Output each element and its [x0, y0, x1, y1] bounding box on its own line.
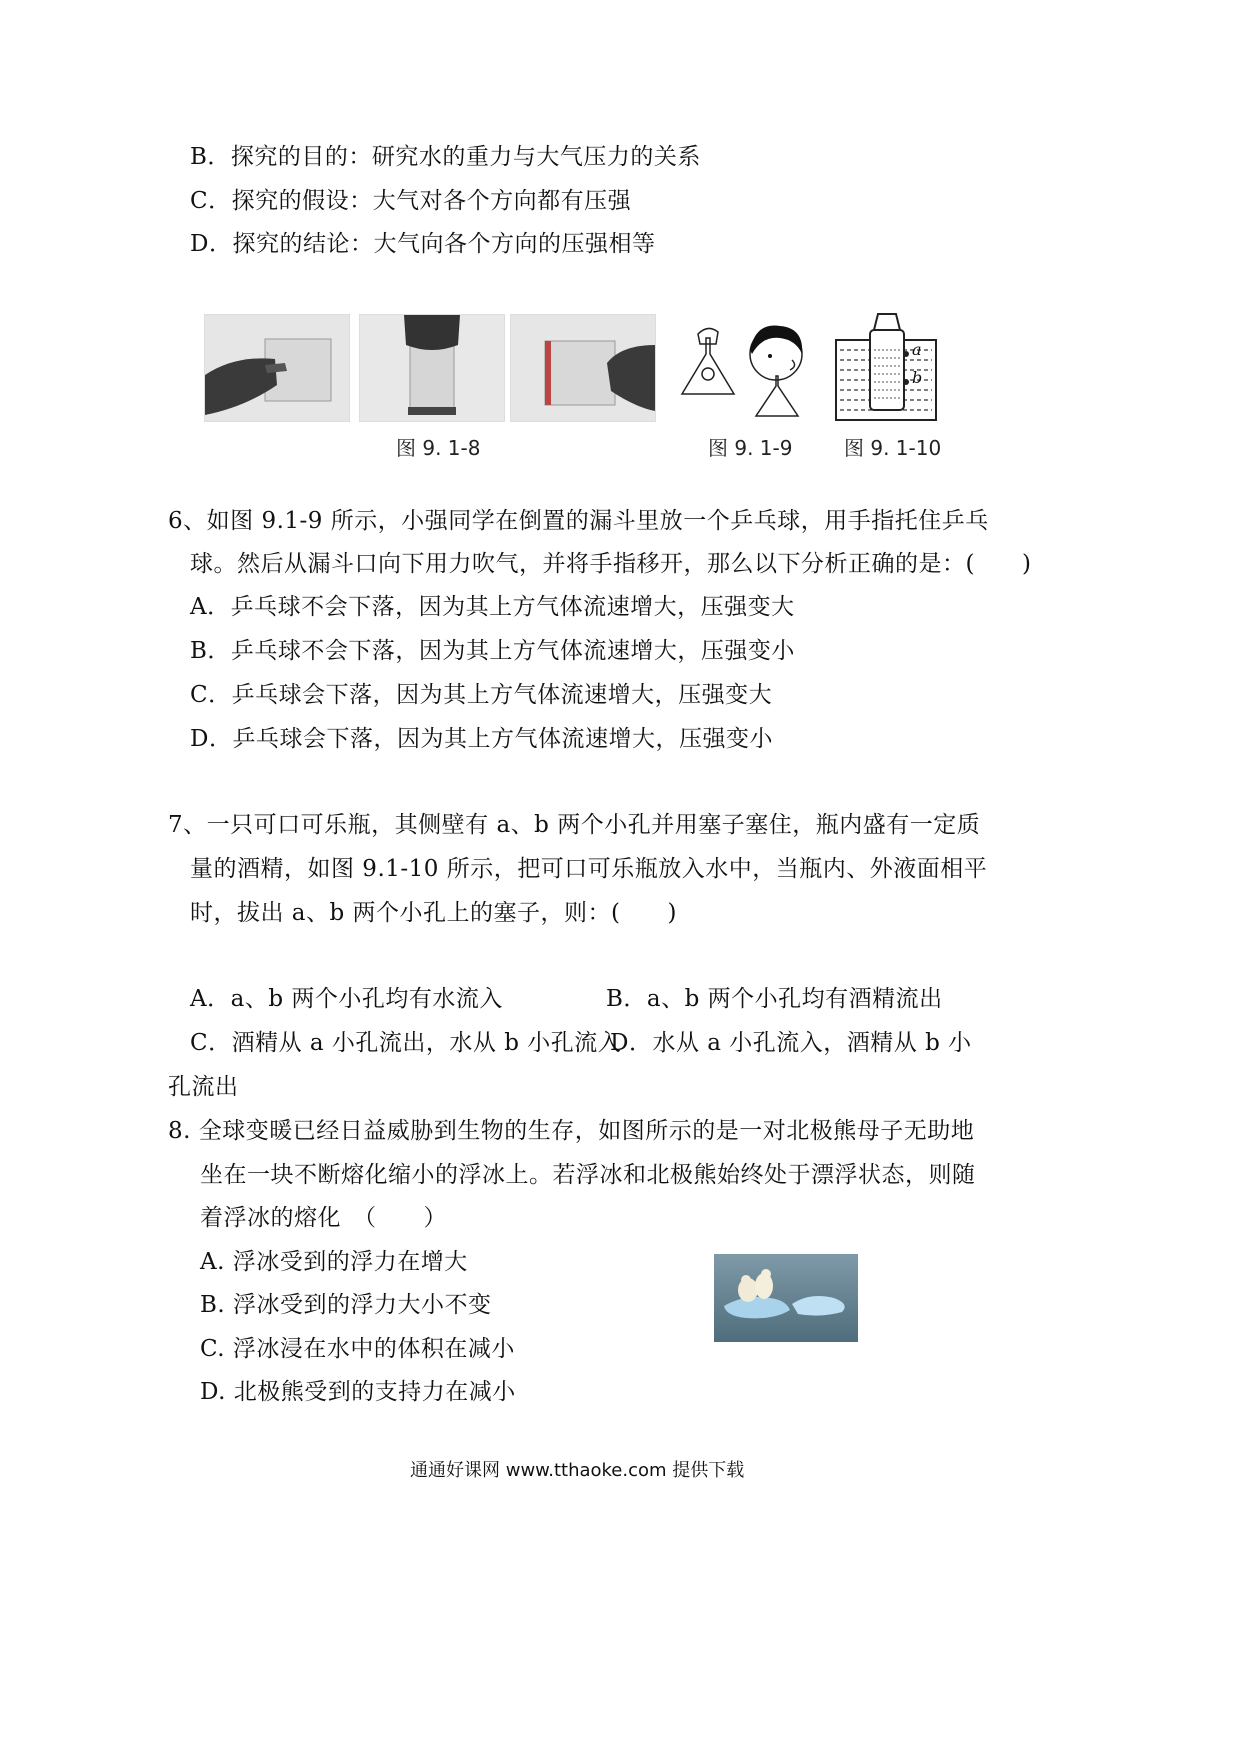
q8-option-d: D. 北极熊受到的支持力在减小 [200, 1379, 516, 1405]
q8-stem-line-3: 着浮冰的熔化 （ ） [200, 1205, 447, 1231]
q6-option-c: C．乒乓球会下落，因为其上方气体流速增大，压强变大 [190, 682, 773, 708]
q8-stem-line-2: 坐在一块不断熔化缩小的浮冰上。若浮冰和北极熊始终处于漂浮状态，则随 [200, 1162, 976, 1188]
q5-option-d: D．探究的结论：大气向各个方向的压强相等 [190, 231, 656, 257]
q6-stem-line-2: 球。然后从漏斗口向下用力吹气，并将手指移开，那么以下分析正确的是：( ) [190, 551, 1032, 577]
q5-option-c: C．探究的假设：大气对各个方向都有压强 [190, 188, 632, 214]
figure-9-1-8-caption: 图 9. 1-8 [396, 436, 481, 460]
q8-option-b: B. 浮冰受到的浮力大小不变 [200, 1292, 492, 1318]
q8-option-c: C. 浮冰浸在水中的体积在减小 [200, 1336, 515, 1362]
q6-option-d: D．乒乓球会下落，因为其上方气体流速增大，压强变小 [190, 726, 773, 752]
figure-9-1-9 [676, 314, 816, 424]
q8-stem-line-1: 8. 全球变暖已经日益威胁到生物的生存，如图所示的是一对北极熊母子无助地 [168, 1118, 975, 1144]
q8-option-a: A. 浮冰受到的浮力在增大 [200, 1249, 468, 1275]
q7-option-a: A．a、b 两个小孔均有水流入 [190, 986, 503, 1012]
figure-9-1-9-caption: 图 9. 1-9 [708, 436, 793, 460]
figure-9-1-8-photo-2 [359, 314, 505, 422]
page-footer: 通通好课网 www.tthaoke.com 提供下载 [410, 1460, 745, 1481]
q7-option-d-line-2: 孔流出 [168, 1074, 239, 1100]
q7-stem-line-1: 7、一只可口可乐瓶，其侧壁有 a、b 两个小孔并用塞子塞住，瓶内盛有一定质 [168, 812, 981, 838]
figure-9-1-8-photo-3 [510, 314, 656, 422]
figure-9-1-8-photo-1 [204, 314, 350, 422]
figure-9-1-10 [834, 310, 938, 422]
polar-bear-photo [714, 1254, 858, 1342]
q6-option-b: B．乒乓球不会下落，因为其上方气体流速增大，压强变小 [190, 638, 795, 664]
q6-stem-line-1: 6、如图 9.1-9 所示，小强同学在倒置的漏斗里放一个乒乓球，用手指托住乒乓 [168, 508, 989, 534]
q7-option-c: C．酒精从 a 小孔流出，水从 b 小孔流入 [190, 1030, 622, 1056]
hole-a-label: a [912, 340, 922, 359]
q5-option-b: B．探究的目的：研究水的重力与大气压力的关系 [190, 144, 701, 170]
figure-9-1-10-caption: 图 9. 1-10 [844, 436, 942, 460]
q7-option-d-line-1: D．水从 a 小孔流入，酒精从 b 小 [610, 1030, 972, 1056]
q7-stem-line-3: 时，拔出 a、b 两个小孔上的塞子，则：( ) [190, 900, 678, 926]
q6-option-a: A．乒乓球不会下落，因为其上方气体流速增大，压强变大 [190, 594, 795, 620]
q7-stem-line-2: 量的酒精，如图 9.1-10 所示，把可口可乐瓶放入水中，当瓶内、外液面相平 [190, 856, 988, 882]
hole-b-label: b [912, 368, 923, 387]
q7-option-b: B．a、b 两个小孔均有酒精流出 [606, 986, 943, 1012]
